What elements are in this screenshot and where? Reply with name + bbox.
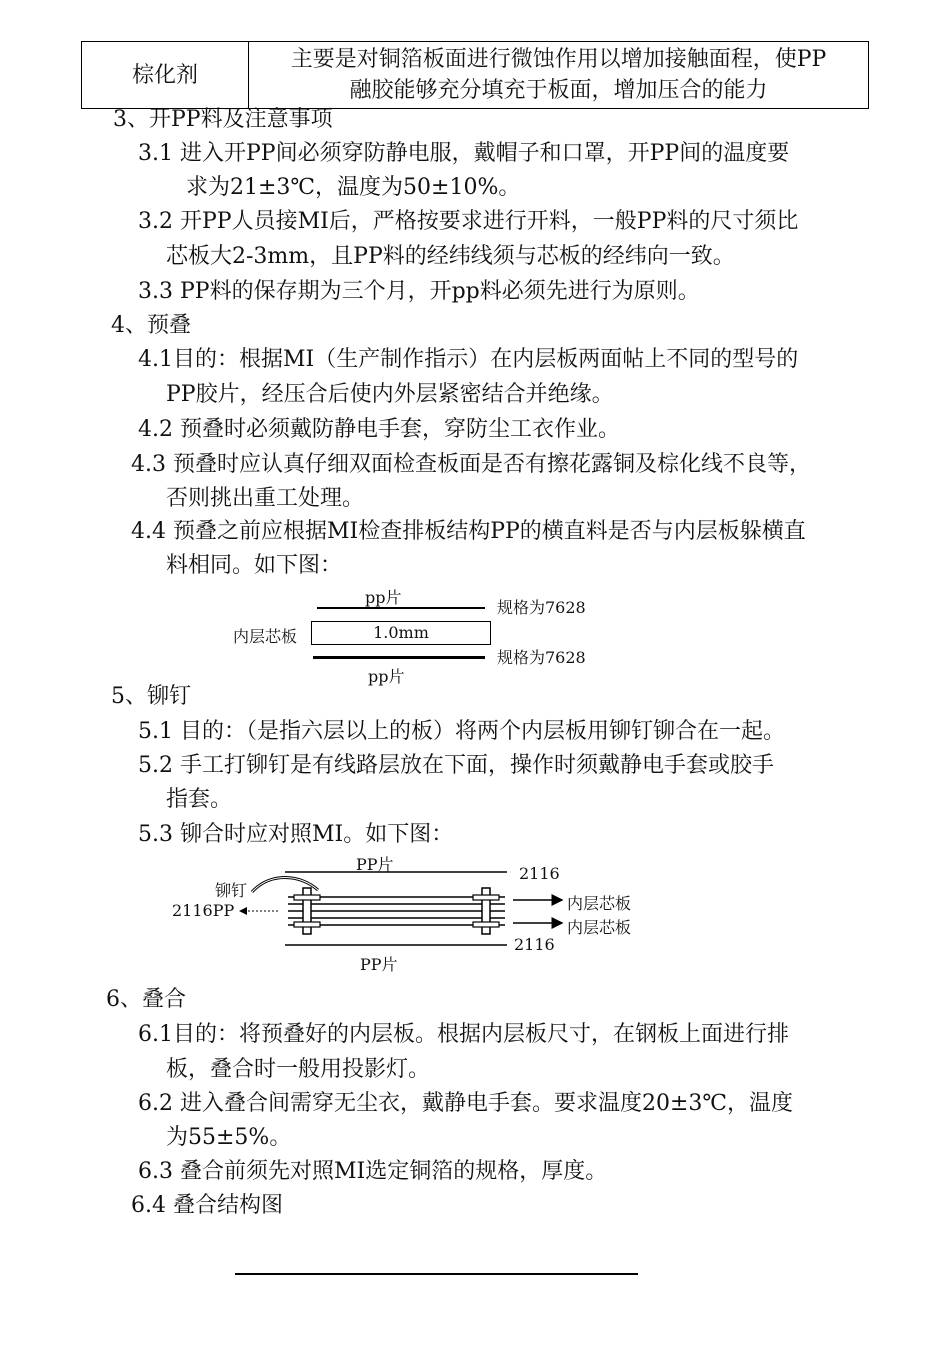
fig2-pp-top-label: PP片 <box>356 855 394 874</box>
item-6-2-line2: 为55±5%。 <box>166 1125 292 1150</box>
agent-table <box>81 41 869 109</box>
item-4-3-line1: 4.3 预叠时应认真仔细双面检查板面是否有擦花露铜及棕化线不良等， <box>131 452 811 477</box>
item-4-1-line2: PP胶片，经压合后使内外层紧密结合并绝缘。 <box>166 382 614 407</box>
item-4-1-line1: 4.1目的：根据MI（生产制作指示）在内层板两面帖上不同的型号的 <box>138 347 799 372</box>
item-6-1-line1: 6.1目的：将预叠好的内层板。根据内层板尺寸，在钢板上面进行排 <box>138 1022 789 1047</box>
section-6-heading: 6、叠合 <box>106 987 186 1012</box>
item-5-2-line2: 指套。 <box>166 787 233 812</box>
table-desc-line2: 融胶能够充分填充于板面，增加压合的能力 <box>349 78 768 103</box>
table-description <box>249 42 869 109</box>
fig2-rivet-label: 铆钉 <box>215 881 248 900</box>
fig1-core-box: 1.0mm <box>311 621 491 645</box>
fig2-spec-top: 2116 <box>519 864 560 883</box>
item-3-1-line1: 3.1 进入开PP间必须穿防静电服，戴帽子和口罩，开PP间的温度要 <box>138 141 790 166</box>
fig1-pp-top-label: pp片 <box>365 588 402 607</box>
fig1-pp-top-line <box>317 607 485 609</box>
fig1-pp-bottom-label: pp片 <box>368 667 405 686</box>
item-6-3: 6.3 叠合前须先对照MI选定铜箔的规格，厚度。 <box>138 1159 608 1184</box>
item-4-2: 4.2 预叠时必须戴防静电手套，穿防尘工衣作业。 <box>138 417 620 442</box>
item-5-3: 5.3 铆合时应对照MI。如下图： <box>138 822 454 847</box>
fig1-core-label: 内层芯板 <box>233 627 298 646</box>
fig1-spec-top: 规格为7628 <box>497 598 586 617</box>
item-6-1-line2: 板，叠合时一般用投影灯。 <box>166 1057 431 1082</box>
table-label: 棕化剂 <box>82 42 249 109</box>
item-4-4-line2: 料相同。如下图： <box>166 553 343 578</box>
fig2-pp2116-label: 2116PP <box>172 901 235 920</box>
fig2-rivet-left-head <box>294 895 320 900</box>
item-4-4-line1: 4.4 预叠之前应根据MI检查排板结构PP的横直料是否与内层板躲横直 <box>131 519 806 544</box>
item-3-2-line1: 3.2 开PP人员接MI后，严格按要求进行开料，一般PP料的尺寸须比 <box>138 209 799 234</box>
fig2-core2-label: 内层芯板 <box>567 918 632 937</box>
item-6-4: 6.4 叠合结构图 <box>131 1193 283 1218</box>
bottom-rule <box>235 1273 638 1275</box>
item-4-3-line2: 否则挑出重工处理。 <box>166 486 365 511</box>
table-desc-line1: 主要是对铜箔板面进行微蚀作用以增加接触面程，使PP <box>290 47 827 72</box>
section-3-heading: 3、开PP料及注意事项 <box>113 107 333 132</box>
fig2-rivet-right-head <box>473 895 499 900</box>
item-6-2-line1: 6.2 进入叠合间需穿无尘衣，戴静电手套。要求温度20±3℃，温度 <box>138 1091 794 1116</box>
section-4-heading: 4、预叠 <box>111 313 191 338</box>
item-3-3: 3.3 PP料的保存期为三个月，开pp料必须先进行为原则。 <box>138 279 700 304</box>
item-5-2-line1: 5.2 手工打铆钉是有线路层放在下面，操作时须戴静电手套或胶手 <box>138 753 774 778</box>
fig2-core1-label: 内层芯板 <box>567 894 632 913</box>
fig2-rivet-right-tail <box>473 922 499 927</box>
item-3-1-line2: 求为21±3℃，温度为50±10%。 <box>186 175 521 200</box>
item-3-2-line2: 芯板大2-3mm，且PP料的经纬线须与芯板的经纬向一致。 <box>166 244 735 269</box>
section-5-heading: 5、铆钉 <box>111 684 191 709</box>
fig1-spec-bottom: 规格为7628 <box>497 648 586 667</box>
fig1-pp-bottom-line <box>313 656 485 659</box>
fig2-rivet-left-tail <box>294 922 320 927</box>
fig2-pp-bottom-label: PP片 <box>360 955 398 974</box>
rivet-diagram-svg <box>230 860 570 960</box>
fig2-spec-bottom: 2116 <box>514 935 555 954</box>
item-5-1: 5.1 目的：（是指六层以上的板）将两个内层板用铆钉铆合在一起。 <box>138 719 785 744</box>
